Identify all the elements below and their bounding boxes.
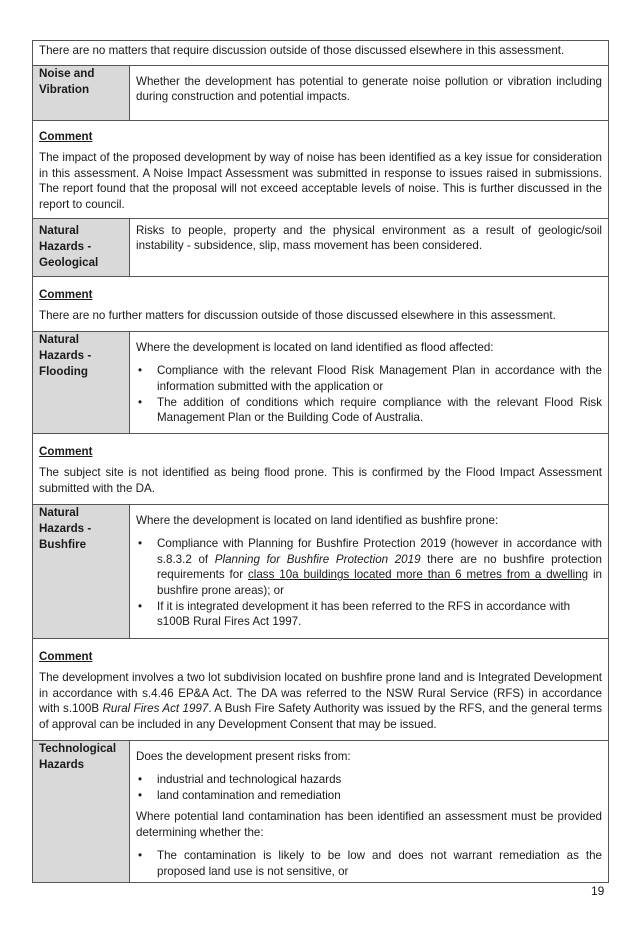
flooding-intro: Where the development is located on land identified as flood affected: (136, 340, 494, 354)
technological-list (136, 772, 602, 803)
list-item (136, 536, 602, 598)
intro-row (33, 41, 609, 66)
list-item: • Compliance with the relevant Flood Risk Management Plan in accordance with the information submitted with the application or (136, 363, 602, 394)
bushfire-comment-row (33, 638, 609, 740)
page-number: 19 (591, 884, 605, 898)
bushfire-intro: Where the development is located on land identified as bushfire prone: (136, 513, 499, 527)
noise-comment-heading: Comment (39, 129, 93, 143)
list-item: • The addition of conditions which require compliance with the relevant Flood Risk Management Plan or the Building Code of Australia. (136, 395, 602, 426)
assessment-table (32, 40, 609, 883)
bushfire-b1-b: there are no bushfire protection requirements for (157, 552, 602, 582)
list-item: • The contamination is likely to be low and does not warrant remediation as the proposed land use is not sensitive, or (136, 848, 602, 879)
geological-comment-heading: Comment (39, 287, 93, 301)
noise-row (33, 65, 609, 120)
flooding-comment-heading: Comment (39, 444, 93, 458)
bushfire-b1-a: Compliance with Planning for Bushfire Protection 2019 (however in accordance with s.8.3.2 of (157, 537, 602, 566)
bushfire-comment-t2: . A Bush Fire Safety Authority was issued by the RFS, and the general terms of approval can be included in any Development Consent that may be issued. (39, 702, 602, 731)
list-item: • land contamination and remediation (136, 788, 602, 804)
bushfire-comment-heading: Comment (39, 649, 93, 663)
noise-comment-row (33, 120, 609, 218)
geological-comment-row (33, 276, 609, 331)
geological-label: Natural Hazards - Geological (33, 218, 130, 276)
geological-text: Risks to people, property and the physical environment as a result of geologic/soil instability - subsidence, slip, mass movement has been considered. (130, 218, 609, 276)
flooding-list (136, 363, 602, 425)
list-item: • If it is integrated development it has been referred to the RFS in accordance with s100B Rural Fires Act 1997. (136, 599, 602, 630)
assessment-document (32, 40, 609, 883)
bushfire-b1-c: in bushfire prone areas); or (157, 568, 602, 597)
bushfire-comment-text (39, 670, 602, 732)
bushfire-row (33, 504, 609, 638)
bushfire-label: Natural Hazards - Bushfire (33, 504, 130, 638)
noise-label: Noise and Vibration (33, 65, 130, 120)
flooding-label: Natural Hazards - Flooding (33, 331, 130, 433)
geological-row (33, 218, 609, 276)
bushfire-list (136, 536, 602, 630)
list-item: • industrial and technological hazards (136, 772, 602, 788)
flooding-comment-row (33, 433, 609, 504)
bushfire-b1-underline: class 10a buildings located more than 6 metres from a dwelling (247, 568, 589, 582)
flooding-row (33, 331, 609, 433)
technological-intro: Does the development present risks from: (136, 749, 351, 763)
technological-label: Technological Hazards (33, 740, 130, 882)
geological-comment-text: There are no further matters for discussion outside of those discussed elsewhere in this assessment. (39, 309, 556, 323)
bushfire-b1-italic: Planning for Bushfire Protection 2019 (214, 552, 421, 566)
noise-comment-text: The impact of the proposed development by way of noise has been identified as a key issue for consideration in this assessment. A Noise Impact Assessment was submitted in response to issues raised in submissions. The report found that the proposal will not exceed acceptable levels of noise. This is further discussed in the report to council. (39, 151, 602, 211)
technological-row (33, 740, 609, 882)
technological-text2: Where potential land contamination has been identified an assessment must be provided determining whether the: (136, 810, 602, 839)
noise-text: Whether the development has potential to generate noise pollution or vibration including during construction and potential impacts. (130, 65, 609, 120)
intro-text: There are no matters that require discussion outside of those discussed elsewhere in this assessment. (33, 41, 609, 66)
flooding-comment-text: The subject site is not identified as being flood prone. This is confirmed by the Flood Impact Assessment submitted with the DA. (39, 466, 602, 495)
bushfire-comment-t1: The development involves a two lot subdivision located on bushfire prone land and is Integrated Development in accordance with s.4.46 EP&A Act. The DA was referred to the NSW Rural Service (RFS) in accordance with s.100B (39, 671, 602, 716)
technological-list2 (136, 848, 602, 879)
bushfire-comment-italic: Rural Fires Act 1997 (102, 702, 209, 716)
